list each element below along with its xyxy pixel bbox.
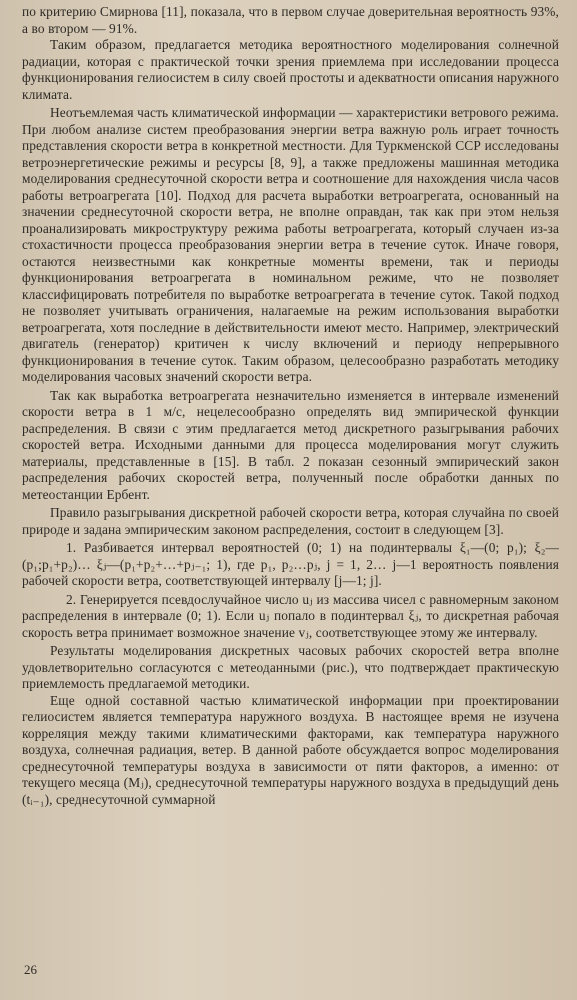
paragraph-rule-step-2: 2. Генерируется псевдослучайное число uⱼ из массива чисел с равномерным законом распределения в интервале (0; 1). Если uⱼ попало в подинтервал ξⱼ, то дискретная рабочая скорость ветра принимает возможное значение vⱼ, соответствующее этому же интервалу. — [22, 591, 559, 640]
paragraph-rule-step-1: 1. Разбивается интервал вероятностей (0; 1) на подинтервалы ξ₁—(0; p₁); ξ₂—(p₁;p₁+p₂)… ξⱼ—(p₁+p₂+…+pⱼ₋₁; 1), где p₁, p₂…pⱼ, j = 1, 2… j—1 вероятность появления рабочей скорости ветра, соответствующей интервалу [j—1; j]. — [22, 540, 559, 588]
paragraph-temperature: Еще одной составной частью климатической информации при проектировании гелиосистем является температура наружного воздуха. В настоящее время не изучена корреляция между такими климатическими факторами, как температура наружного воздуха, солнечная радиация, ветер. В данной работе обсуждается вопрос моделирования среднесуточной температуры воздуха в зависимости от пяти факторов, а именно: от текущего месяца (Mⱼ), среднесуточной температуры наружного воздуха в предыдущий день (tᵢ₋₁), среднесуточной суммарной — [22, 692, 559, 807]
body-text — [22, 4, 559, 808]
paragraph-continuation: по критерию Смирнова [11], показала, что в первом случае доверительная вероятность 93%, а во втором — 91%. — [22, 4, 559, 36]
paragraph-rule-intro: Правило разыгрывания дискретной рабочей скорости ветра, которая случайна по своей природе и задана эмпирическим законом распределения, состоит в следующем [3]. — [22, 505, 559, 537]
paragraph-results: Результаты моделирования дискретных часовых рабочих скоростей ветра вполне удовлетворительно согласуются с метеоданными (рис.), что подтверждает практическую приемлемость предлагаемой методики. — [22, 643, 559, 691]
paragraph-solar-method: Таким образом, предлагается методика вероятностного моделирования солнечной радиации, которая с практической точки зрения приемлема при исследовании процесса функционирования гелиосистем в силу своей простоты и адекватности описания наружного климата. — [22, 37, 559, 102]
paragraph-wind-regime: Неотъемлемая часть климатической информации — характеристики ветрового режима. При любом анализе систем преобразования энергии ветра важную роль играет точность представления скорости ветра в конкретной местности. Для Туркменской ССР исследованы ветроэнергетические режимы и ресурсы [8, 9], а также предложены машинная методика моделирования среднесуточной скорости ветра и соотношение для нахождения числа часов работы ветроагрегата [10]. Подход для расчета выработки ветроагрегата, основанный на значении среднесуточной скорости ветра, не вполне оправдан, так как при этом нельзя проанализировать микроструктуру режима работы ветроагрегата, который случаен из-за стохастичности процесса преобразования энергии ветра в течение суток. Иначе говоря, остаются неизвестными как конкретные моменты времени, так и периоды функционирования ветроагрегата в номинальном режиме, что не позволяет классифицировать потребителя по выработке ветроагрегата в течение суток. Такой подход не позволяет учитывать ограничения, налагаемые на режим использования выработки ветроагрегата, хотя последние в действительности имеют место. Например, электрический двигатель (генератор) критичен к числу включений и периоду непрерывного функционирования в течение суток. Таким образом, целесообразно разработать методику моделирования часовых значений скорости ветра. — [22, 105, 559, 384]
paragraph-discrete-method: Так как выработка ветроагрегата незначительно изменяется в интервале изменений скорости ветра в 1 м/с, нецелесообразно определять вид эмпирической функции распределения. В связи с этим предлагается метод дискретного разыгрывания рабочих скоростей ветра. Исходными данными для процесса моделирования могут служить материалы, представленные в [15]. В табл. 2 показан сезонный эмпирический закон распределения рабочих скоростей ветра, полученный после обработки данных по метеостанции Ербент. — [22, 387, 559, 502]
page-number: 26 — [24, 962, 37, 977]
